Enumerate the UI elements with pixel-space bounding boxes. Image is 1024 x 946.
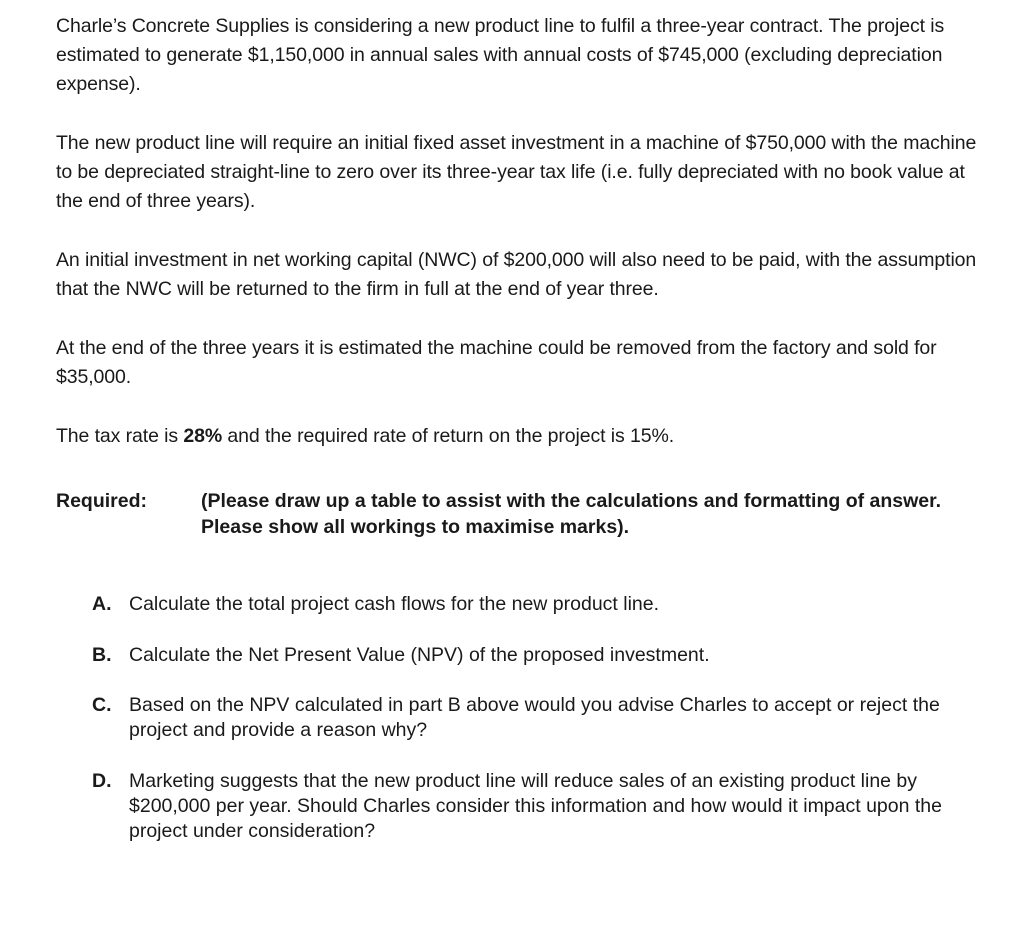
- paragraph-project-overview: Charle’s Concrete Supplies is considering a new product line to fulfil a three-year contract. The project is estimated to generate $1,150,000 in annual sales with annual costs of $745,000 (excluding depreciation expense).: [56, 15, 945, 95]
- tax-rate-text-after: and the required rate of return on the project is 15%.: [222, 425, 675, 447]
- question-letter: A.: [92, 593, 112, 615]
- required-label: Required:: [56, 490, 148, 512]
- question-letter: C.: [92, 694, 112, 716]
- question-text: Marketing suggests that the new product line will reduce sales of an existing product line by $200,000 per year. Should Charles consider this information and how would it impact upon the project under consideration?: [129, 770, 942, 842]
- paragraph-tax-rate: [56, 422, 674, 451]
- question-letter: B.: [92, 644, 112, 666]
- required-text: (Please draw up a table to assist with the calculations and formatting of answer. Please show all workings to maximise marks).: [201, 490, 942, 538]
- question-letter: D.: [92, 770, 112, 792]
- question-text: Calculate the total project cash flows for the new product line.: [129, 593, 660, 615]
- tax-rate-text-before: The tax rate is: [56, 425, 184, 447]
- paragraph-working-capital: An initial investment in net working capital (NWC) of $200,000 will also need to be paid, with the assumption that the NWC will be returned to the firm in full at the end of year three.: [56, 249, 977, 300]
- question-text: Based on the NPV calculated in part B above would you advise Charles to accept or reject the project and provide a reason why?: [129, 694, 940, 741]
- paragraph-salvage-value: At the end of the three years it is estimated the machine could be removed from the factory and sold for $35,000.: [56, 337, 937, 388]
- paragraph-machine-investment: The new product line will require an initial fixed asset investment in a machine of $750,000 with the machine to be depreciated straight-line to zero over its three-year tax life (i.e. fully depreciated with no book value at the end of three years).: [56, 132, 977, 212]
- tax-rate-value: 28%: [183, 425, 223, 447]
- question-text: Calculate the Net Present Value (NPV) of the proposed investment.: [129, 644, 710, 666]
